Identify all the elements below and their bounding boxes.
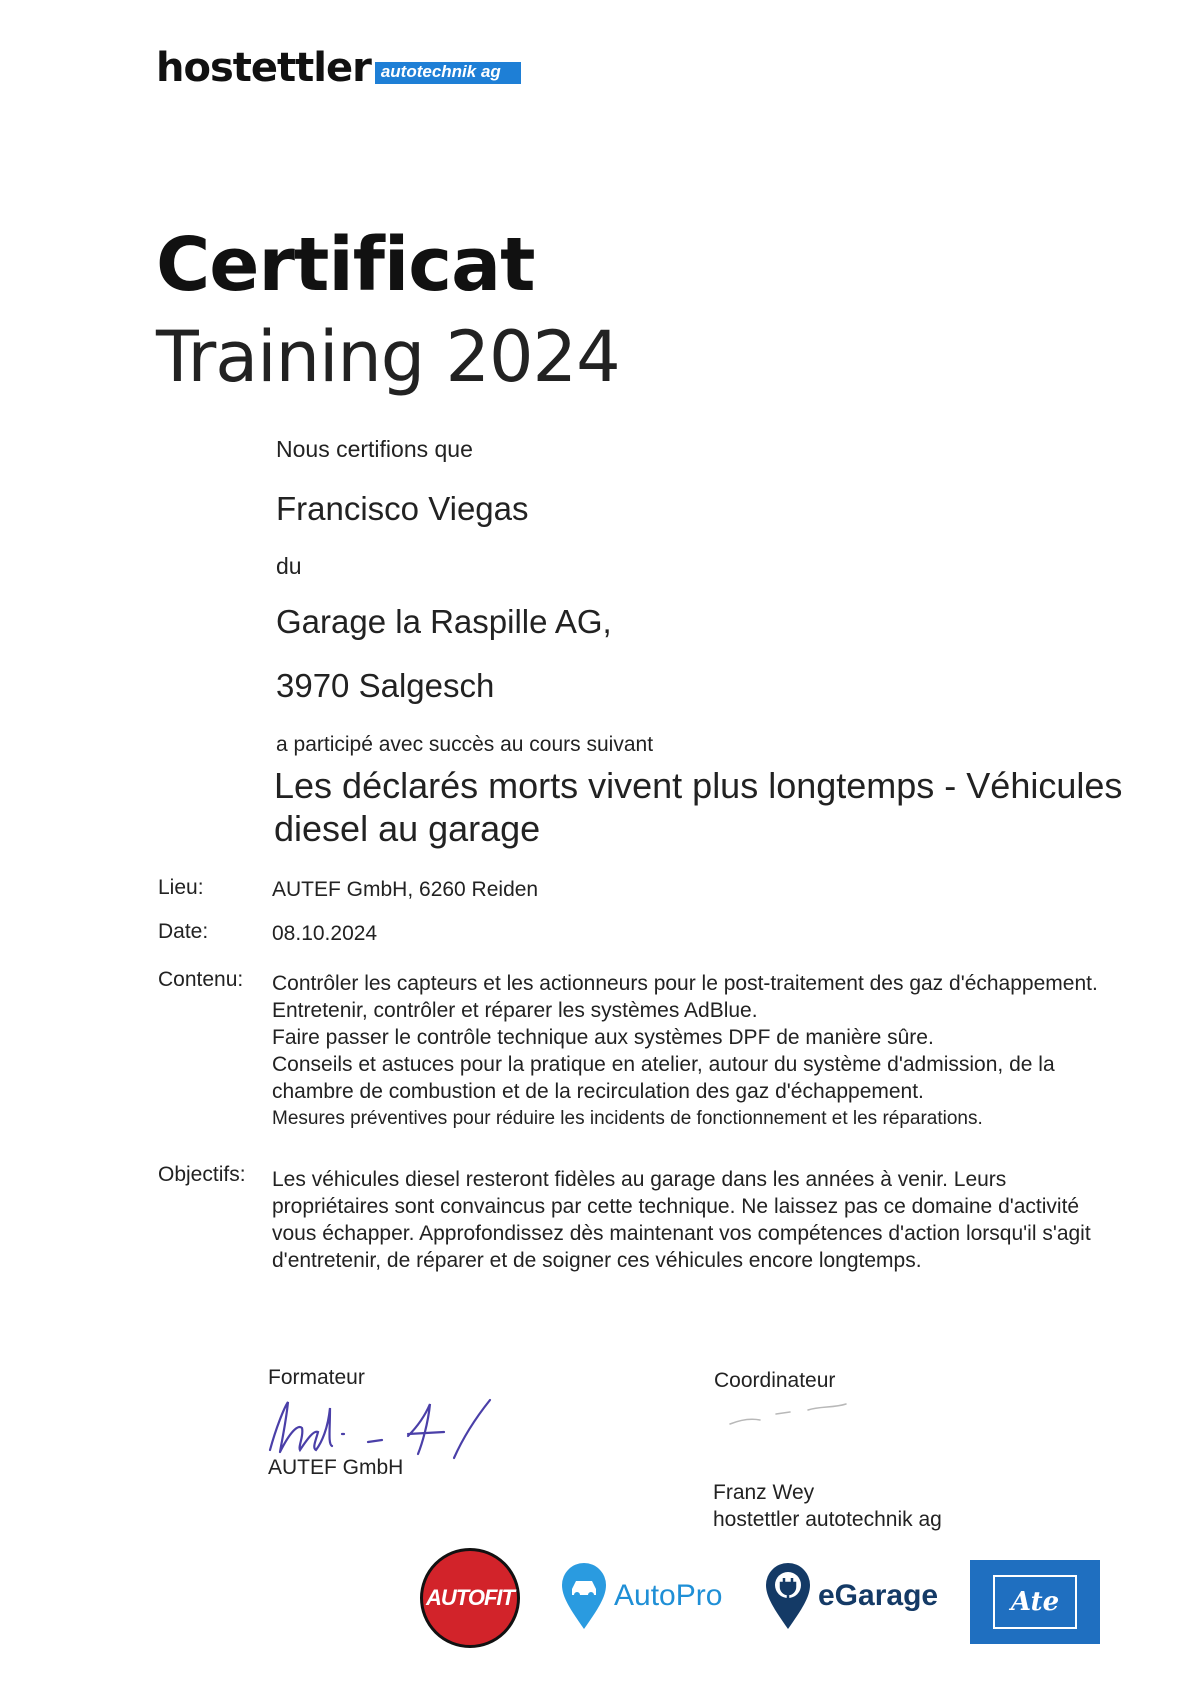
- autofit-logo: [420, 1548, 520, 1648]
- contenu-line: Contrôler les capteurs et les actionneurs pour le post-traitement des gaz d'échappement.: [272, 972, 1098, 995]
- participation-text: a participé avec succès au cours suivant: [276, 733, 654, 756]
- brand-logo: [156, 45, 521, 91]
- participant-name: Francisco Viegas: [276, 490, 529, 527]
- coordinateur-name: Franz Wey: [713, 1481, 815, 1504]
- contenu-line: chambre de combustion et de la recirculation des gaz d'échappement.: [272, 1080, 924, 1103]
- formateur-org: AUTEF GmbH: [268, 1456, 404, 1479]
- contenu-line: Conseils et astuces pour la pratique en atelier, autour du système d'admission, de la: [272, 1053, 1055, 1076]
- objectifs-line: d'entretenir, de réparer et de soigner ces véhicules encore longtemps.: [272, 1249, 922, 1272]
- lieu-label: Lieu:: [158, 876, 204, 899]
- ate-logo-text: Ate: [1010, 1587, 1060, 1617]
- date-value: 08.10.2024: [272, 922, 378, 945]
- objectifs-line: vous échapper. Approfondissez dès maintenant vos compétences d'action lorsqu'il s'agit: [272, 1222, 1091, 1245]
- contenu-line: Mesures préventives pour réduire les incidents de fonctionnement et les réparations.: [272, 1108, 983, 1129]
- egarage-logo-text: eGarage: [818, 1579, 939, 1612]
- coordinateur-org: hostettler autotechnik ag: [713, 1508, 942, 1531]
- company-name: Garage la Raspille AG,: [276, 603, 612, 640]
- autofit-logo-text: AUTOFIT: [426, 1585, 514, 1610]
- brand-tagline: autotechnik ag: [375, 62, 521, 84]
- autopro-logo-text: AutoPro: [614, 1579, 723, 1612]
- contenu-text: [272, 970, 1152, 1132]
- objectifs-line: Les véhicules diesel resteront fidèles au garage dans les années à venir. Leurs: [272, 1168, 1007, 1191]
- contenu-label: Contenu:: [158, 968, 244, 991]
- objectifs-line: propriétaires sont convaincus par cette technique. Ne laissez pas ce domaine d'activité: [272, 1195, 1080, 1218]
- objectifs-label: Objectifs:: [158, 1163, 246, 1186]
- autopro-logo: [560, 1548, 722, 1644]
- contenu-line: Entretenir, contrôler et réparer les systèmes AdBlue.: [272, 999, 758, 1022]
- brand-name: hostettler: [156, 45, 371, 91]
- egarage-logo: [764, 1548, 938, 1644]
- contenu-line: Faire passer le contrôle technique aux systèmes DPF de manière sûre.: [272, 1026, 934, 1049]
- du-text: du: [276, 553, 302, 579]
- date-label: Date:: [158, 920, 209, 943]
- lieu-value: AUTEF GmbH, 6260 Reiden: [272, 878, 539, 901]
- ate-logo: [970, 1560, 1100, 1644]
- ate-logo-frame: [993, 1575, 1077, 1629]
- coordinateur-signature: [726, 1398, 866, 1432]
- coordinateur-label: Coordinateur: [714, 1369, 836, 1392]
- certificate-title: Certificat: [156, 222, 535, 308]
- objectifs-text: [272, 1166, 1152, 1274]
- certificate-subtitle: Training 2024: [156, 316, 620, 398]
- course-title-line1: Les déclarés morts vivent plus longtemps - Véhicules: [274, 765, 1123, 806]
- company-city: 3970 Salgesch: [276, 667, 495, 704]
- intro-text: Nous certifions que: [276, 436, 473, 462]
- location-pin-icon: [560, 1561, 608, 1631]
- course-title-line2: diesel au garage: [274, 808, 541, 849]
- plug-pin-icon: [764, 1561, 812, 1631]
- formateur-label: Formateur: [268, 1366, 365, 1389]
